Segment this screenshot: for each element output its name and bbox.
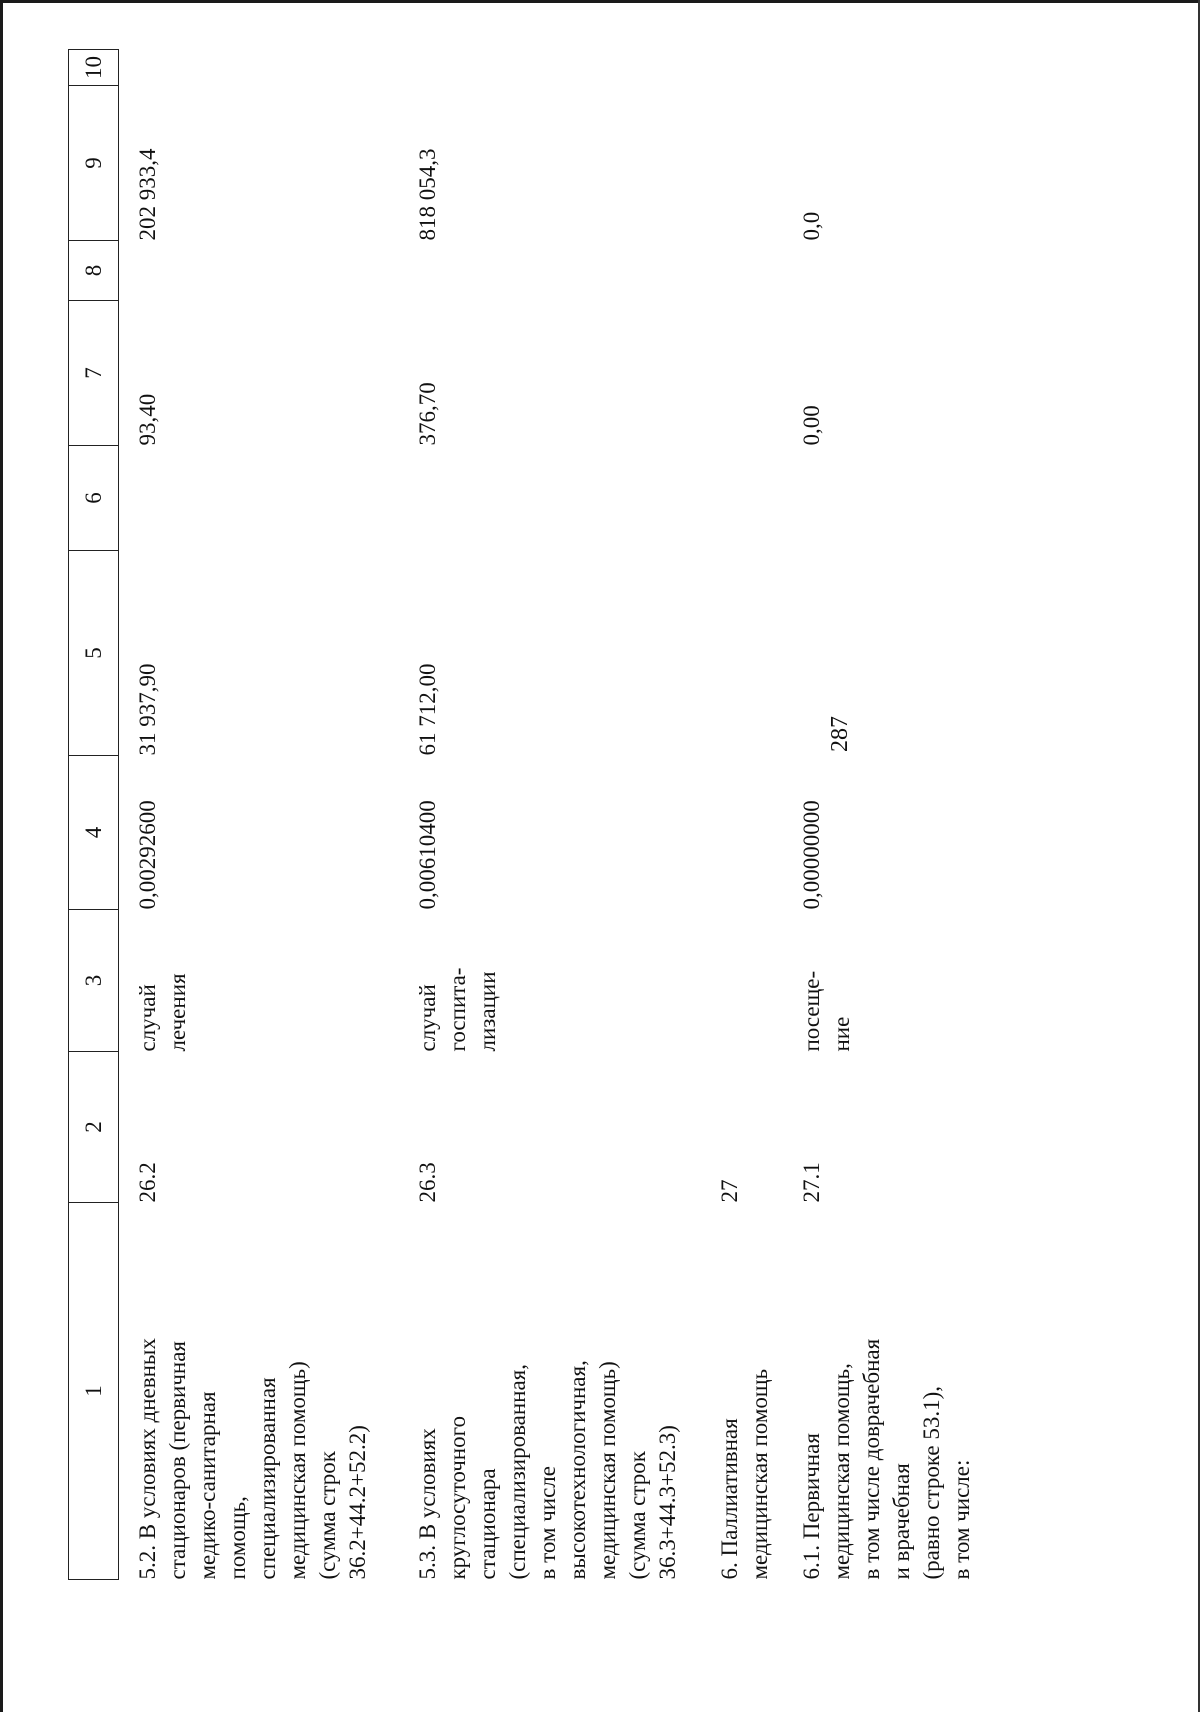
- cell-col4: [373, 756, 683, 910]
- cell-col6: [683, 446, 775, 551]
- header-cell-7: 7: [69, 301, 119, 446]
- table-row: [373, 50, 683, 1580]
- table-row: [119, 50, 374, 1580]
- cell-col10: [119, 50, 374, 86]
- row-number: 26.2: [135, 1162, 160, 1203]
- cell-col4: [683, 756, 775, 910]
- header-cell-2: 2: [69, 1052, 119, 1203]
- cell-col5: [683, 551, 775, 756]
- cell-row-number: [775, 1052, 977, 1203]
- value-col9: 818 054,3: [415, 148, 440, 241]
- cell-col9: [373, 86, 683, 241]
- header-cell-6: 6: [69, 446, 119, 551]
- cell-col6: [775, 446, 977, 551]
- cell-col4: [119, 756, 374, 910]
- table-body: [119, 50, 978, 1580]
- cell-col6: [373, 446, 683, 551]
- cell-indicator-name: [775, 1203, 977, 1580]
- value-col7: 376,70: [415, 382, 440, 446]
- cell-col8: [775, 241, 977, 301]
- row-number: 27: [717, 1179, 742, 1203]
- value-col9: 0,0: [799, 211, 824, 241]
- table-row: [775, 50, 977, 1580]
- rotated-document-page: [0, 56, 1200, 1600]
- value-col7: 0,00: [799, 405, 824, 446]
- cell-col9: [119, 86, 374, 241]
- scan-edge-top: [0, 0, 1200, 3]
- page-number: 287: [827, 716, 853, 752]
- header-cell-1: 1: [69, 1203, 119, 1580]
- unit-label: посеще- ние: [799, 970, 854, 1052]
- cell-unit: [683, 910, 775, 1052]
- cell-col7: [775, 301, 977, 446]
- header-cell-4: 4: [69, 756, 119, 910]
- cell-col7: [119, 301, 374, 446]
- cell-row-number: [683, 1052, 775, 1203]
- cell-row-number: [373, 1052, 683, 1203]
- cell-col8: [683, 241, 775, 301]
- header-cell-9: 9: [69, 86, 119, 241]
- cell-col5: [373, 551, 683, 756]
- cell-col10: [775, 50, 977, 86]
- value-col4: 0,00292600: [135, 800, 160, 910]
- table-row: [683, 50, 775, 1580]
- header-cell-3: 3: [69, 910, 119, 1052]
- row-number: 26.3: [415, 1162, 440, 1203]
- cell-col8: [373, 241, 683, 301]
- data-table: [68, 49, 977, 1580]
- cell-indicator-name: [373, 1203, 683, 1580]
- header-cell-10: 10: [69, 50, 119, 86]
- cell-col7: [683, 301, 775, 446]
- cell-unit: [119, 910, 374, 1052]
- cell-col5: [775, 551, 977, 756]
- cell-col7: [373, 301, 683, 446]
- value-col9: 202 933,4: [135, 148, 160, 241]
- cell-unit: [775, 910, 977, 1052]
- cell-indicator-name: [683, 1203, 775, 1580]
- row-label: 5.3. В условиях круглосуточного стационара (специализированная, в том числе высокотехнологичная, медицинская помощь) (сумма строк 36.3+44.3+52.3): [415, 1360, 680, 1580]
- value-col5: 61 712,00: [415, 663, 440, 756]
- row-label: 6. Паллиативная медицинская помощь: [717, 1368, 772, 1580]
- value-col4: 0,00000000: [799, 800, 824, 910]
- cell-col8: [119, 241, 374, 301]
- value-col7: 93,40: [135, 393, 160, 446]
- header-cell-5: 5: [69, 551, 119, 756]
- cell-col6: [119, 446, 374, 551]
- cell-col10: [373, 50, 683, 86]
- cell-row-number: [119, 1052, 374, 1203]
- header-row: [69, 50, 119, 1580]
- cell-col9: [683, 86, 775, 241]
- cell-col9: [775, 86, 977, 241]
- row-label: 5.2. В условиях дневных стационаров (первичная медико-санитарная помощь, специализированная медицинская помощь) (сумма строк 36.2+44.2+52.2): [135, 1338, 370, 1580]
- header-cell-8: 8: [69, 241, 119, 301]
- unit-label: случай госпита- лизации: [415, 967, 500, 1052]
- cell-col10: [683, 50, 775, 86]
- cell-unit: [373, 910, 683, 1052]
- value-col4: 0,00610400: [415, 800, 440, 910]
- table-header: [69, 50, 119, 1580]
- row-number: 27.1: [799, 1162, 824, 1203]
- unit-label: случай лечения: [135, 973, 190, 1052]
- cell-indicator-name: [119, 1203, 374, 1580]
- row-label: 6.1. Первичная медицинская помощь, в том числе доврачебная и врачебная (равно строке 53.1), в том числе:: [799, 1338, 974, 1580]
- cell-col4: [775, 756, 977, 910]
- cell-col5: [119, 551, 374, 756]
- value-col5: 31 937,90: [135, 663, 160, 756]
